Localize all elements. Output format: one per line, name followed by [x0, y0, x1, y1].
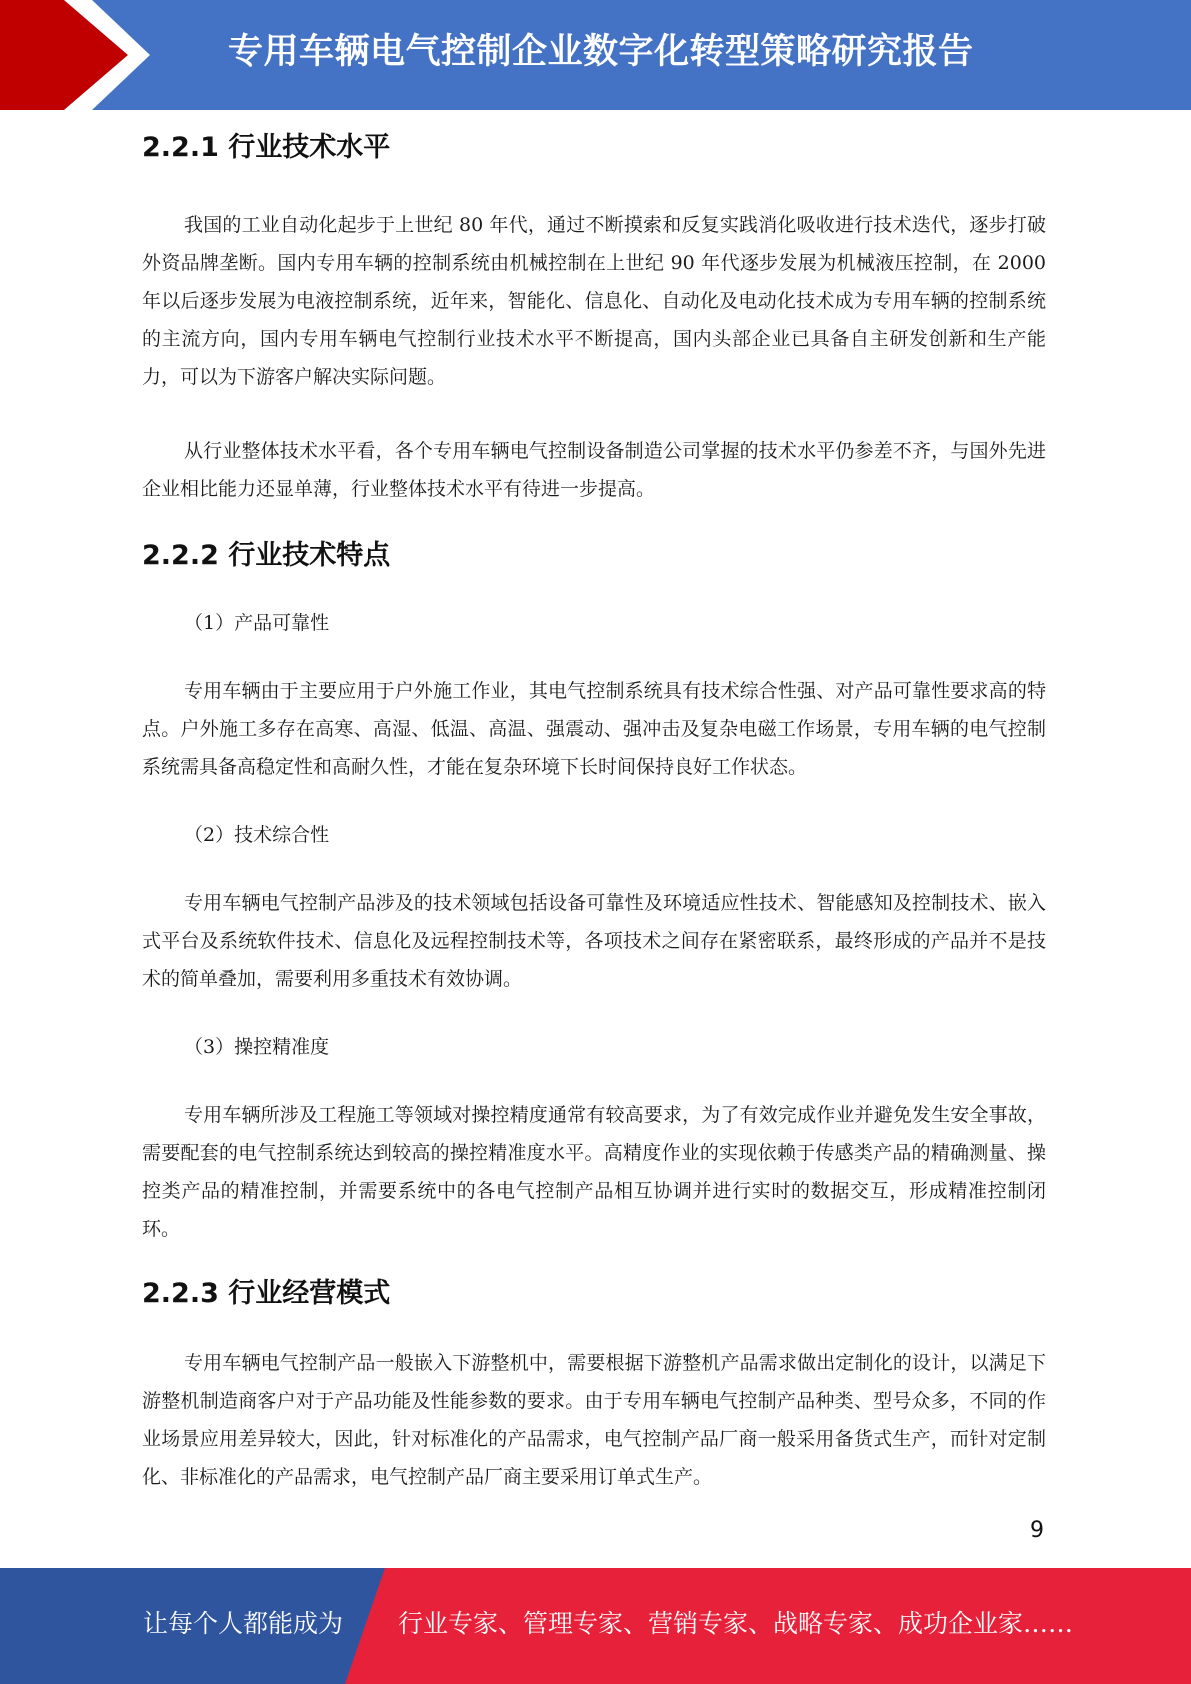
page-number: 9: [1030, 1518, 1044, 1543]
paragraph: 专用车辆电气控制产品一般嵌入下游整机中，需要根据下游整机产品需求做出定制化的设计，以满足下游整机制造商客户对于产品功能及性能参数的要求。由于专用车辆电气控制产品种类、型号众多，不同的作业场景应用差异较大，因此，针对标准化的产品需求，电气控制产品厂商一般采用备货式生产，而针对定制化、非标准化的产品需求，电气控制产品厂商主要采用订单式生产。: [142, 1352, 1046, 1488]
page-content: [142, 128, 1046, 1496]
section-heading-2-2-1: 2.2.1 行业技术水平: [142, 132, 391, 163]
header-banner: [0, 0, 1191, 110]
paragraph: 专用车辆所涉及工程施工等领域对操控精度通常有较高要求，为了有效完成作业并避免发生安全事故，需要配套的电气控制系统达到较高的操控精准度水平。高精度作业的实现依赖于传感类产品的精确测量、操控类产品的精准控制，并需要系统中的各电气控制产品相互协调并进行实时的数据交互，形成精准控制闭环。: [142, 1104, 1046, 1240]
paragraph: 我国的工业自动化起步于上世纪 80 年代，通过不断摸索和反复实践消化吸收进行技术迭代，逐步打破外资品牌垄断。国内专用车辆的控制系统由机械控制在上世纪 90 年代逐步发展为机械液压控制，在 2000 年以后逐步发展为电液控制系统，近年来，智能化、信息化、自动化及电动化技术成为专用车辆的控制系统的主流方向，国内专用车辆电气控制行业技术水平不断提高，国内头部企业已具备自主研发创新和生产能力，可以为下游客户解决实际问题。: [142, 214, 1046, 388]
section-heading-2-2-2: 2.2.2 行业技术特点: [142, 540, 391, 571]
header-chevron-decoration: [0, 0, 160, 110]
paragraph: 专用车辆电气控制产品涉及的技术领域包括设备可靠性及环境适应性技术、智能感知及控制技术、嵌入式平台及系统软件技术、信息化及远程控制技术等，各项技术之间存在紧密联系，最终形成的产品并不是技术的简单叠加，需要利用多重技术有效协调。: [142, 892, 1046, 990]
footer-slogan-right: 行业专家、管理专家、营销专家、战略专家、成功企业家……: [398, 1609, 1074, 1638]
footer-slogan-left: 让每个人都能成为: [143, 1609, 344, 1638]
footer-banner: [0, 1568, 1191, 1684]
subsection-label: （1）产品可靠性: [184, 612, 330, 634]
paragraph: 专用车辆由于主要应用于户外施工作业，其电气控制系统具有技术综合性强、对产品可靠性要求高的特点。户外施工多存在高寒、高湿、低温、高温、强震动、强冲击及复杂电磁工作场景，专用车辆的电气控制系统需具备高稳定性和高耐久性，才能在复杂环境下长时间保持良好工作状态。: [142, 680, 1046, 778]
report-title: 专用车辆电气控制企业数字化转型策略研究报告: [228, 32, 974, 72]
subsection-label: （3）操控精准度: [184, 1036, 330, 1058]
section-heading-2-2-3: 2.2.3 行业经营模式: [142, 1278, 391, 1309]
paragraph: 从行业整体技术水平看，各个专用车辆电气控制设备制造公司掌握的技术水平仍参差不齐，与国外先进企业相比能力还显单薄，行业整体技术水平有待进一步提高。: [142, 440, 1046, 500]
subsection-label: （2）技术综合性: [184, 824, 330, 846]
